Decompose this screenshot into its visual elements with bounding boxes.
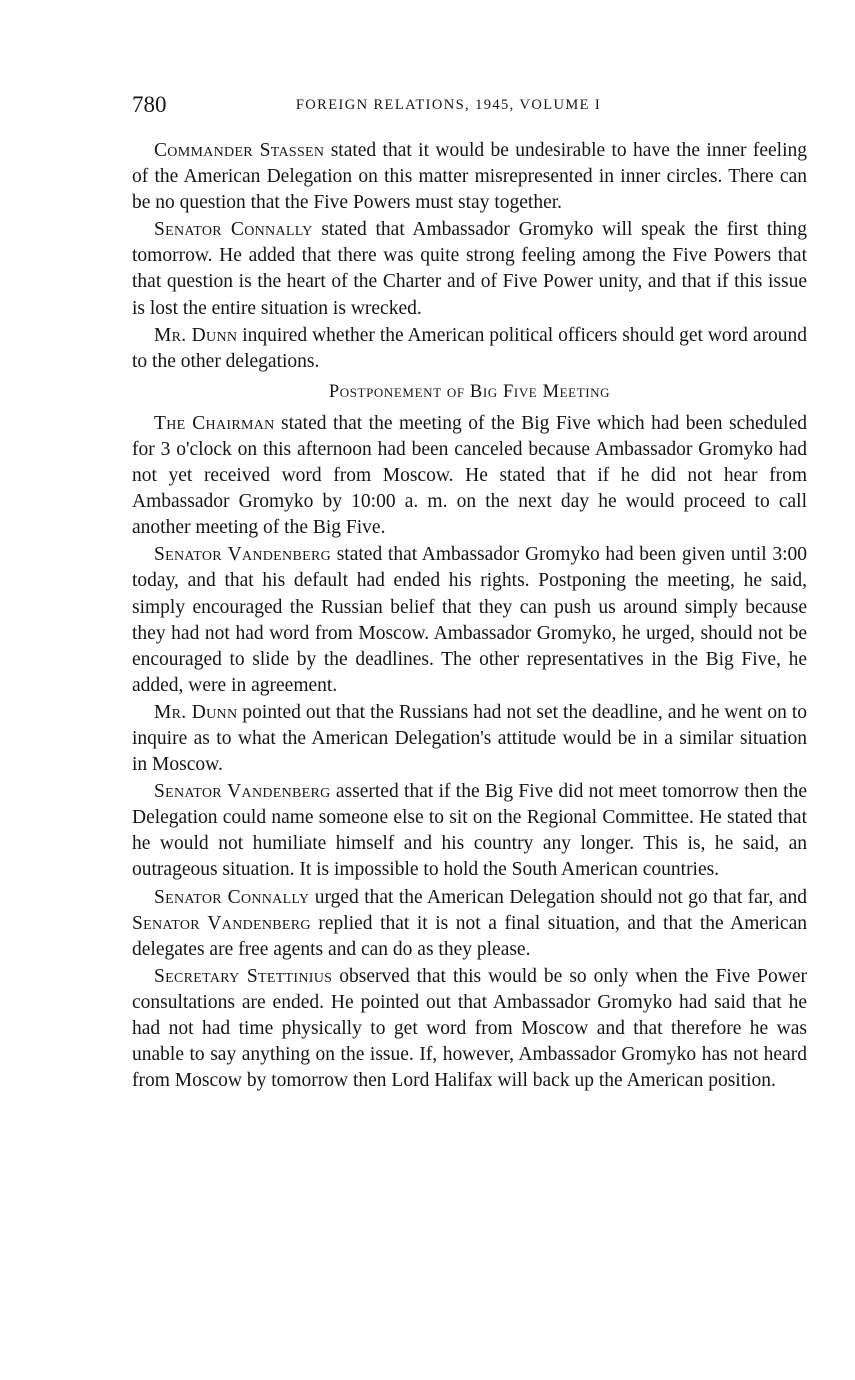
speaker-name: Senator Connally — [154, 219, 313, 241]
paragraph-text: stated that Ambassador Gromyko will speak the first thing tomorrow. He added that there was quite strong feeling among the Five Powers that that question is the heart of the Charter and of Five Power unity, and that if this issue is lost the entire situation is wrecked. — [132, 219, 807, 319]
speaker-name: The Chairman — [154, 412, 275, 434]
paragraph-vandenberg-regional — [132, 779, 807, 883]
paragraph-text: stated that the meeting of the Big Five which had been scheduled for 3 o'clock on this afternoon had been canceled because Ambassador Gromyko had not yet received word from Moscow. He stated that if he did not hear from Ambassador Gromyko by 10:00 a. m. on the next day he would proceed to call another meeting of the Big Five. — [132, 412, 807, 539]
paragraph-vandenberg — [132, 542, 807, 699]
speaker-name: Commander Stassen — [154, 140, 325, 161]
paragraph-text: pointed out that the Russians had not set the deadline, and he went on to inquire as to what the American Delegation's attitude would be in a similar situation in Moscow. — [132, 701, 807, 776]
speaker-name: Senator Vandenberg — [154, 781, 331, 803]
paragraph-text: urged that the American Delegation should not go that far, and — [309, 886, 807, 908]
paragraph-text: replied that it is not a final situation, and that the American delegates are free agents and can do as they please. — [132, 912, 807, 960]
speaker-name: Senator Connally — [154, 886, 310, 908]
running-title: FOREIGN RELATIONS, 1945, VOLUME I — [295, 97, 602, 113]
paragraph-chairman — [132, 411, 807, 541]
speaker-name: Senator Vandenberg — [154, 544, 331, 566]
paragraph-stassen — [132, 138, 807, 216]
speaker-name: Senator Vandenberg — [132, 912, 311, 934]
paragraph-dunn — [132, 323, 807, 375]
paragraph-text: asserted that if the Big Five did not meet tomorrow then the Delegation could name someone else to sit on the Regional Committee. He stated that he would not humiliate himself and his country any longer. This is, he said, an outrageous situation. It is impossible to hold the South American countries. — [132, 781, 807, 881]
paragraph-text: observed that this would be so only when the Five Power consultations are ended. He pointed out that Ambassador Gromyko had said that he had not had time physically to get word from Moscow and that therefore he was unable to say anything on the issue. If, however, Ambassador Gromyko has not heard from Moscow by tomorrow then Lord Halifax will back up the American position. — [132, 965, 807, 1092]
page-number: 780 — [132, 92, 167, 117]
speaker-name: Secretary Stettinius — [154, 965, 333, 987]
paragraph-connally — [132, 217, 807, 321]
paragraph-stettinius — [132, 964, 807, 1094]
section-heading: Postponement of Big Five Meeting — [328, 381, 611, 402]
speaker-name: Mr. Dunn — [154, 701, 238, 723]
paragraph-dunn-deadline — [132, 700, 807, 778]
page-header — [132, 88, 807, 122]
paragraph-text: stated that it would be undesirable to have the inner feeling of the American Delegation on this matter misrepresented in inner circles. There can be no question that the Five Powers must stay together. — [132, 140, 807, 214]
paragraph-text: stated that Ambassador Gromyko had been given until 3:00 today, and that his default had ended his rights. Postponing the meeting, he said, simply encouraged the Russian belief that they can push us around simply because they had not had word from Moscow. Ambassador Gromyko, he urged, should not be encouraged to slide by the deadlines. The other representatives in the Big Five, he added, were in agreement. — [132, 544, 807, 696]
paragraph-connally-vandenberg — [132, 885, 807, 963]
body-text — [132, 138, 807, 1095]
paragraph-text: inquired whether the American political officers should get word around to the other delegations. — [132, 324, 807, 372]
speaker-name: Mr. Dunn — [154, 324, 238, 346]
